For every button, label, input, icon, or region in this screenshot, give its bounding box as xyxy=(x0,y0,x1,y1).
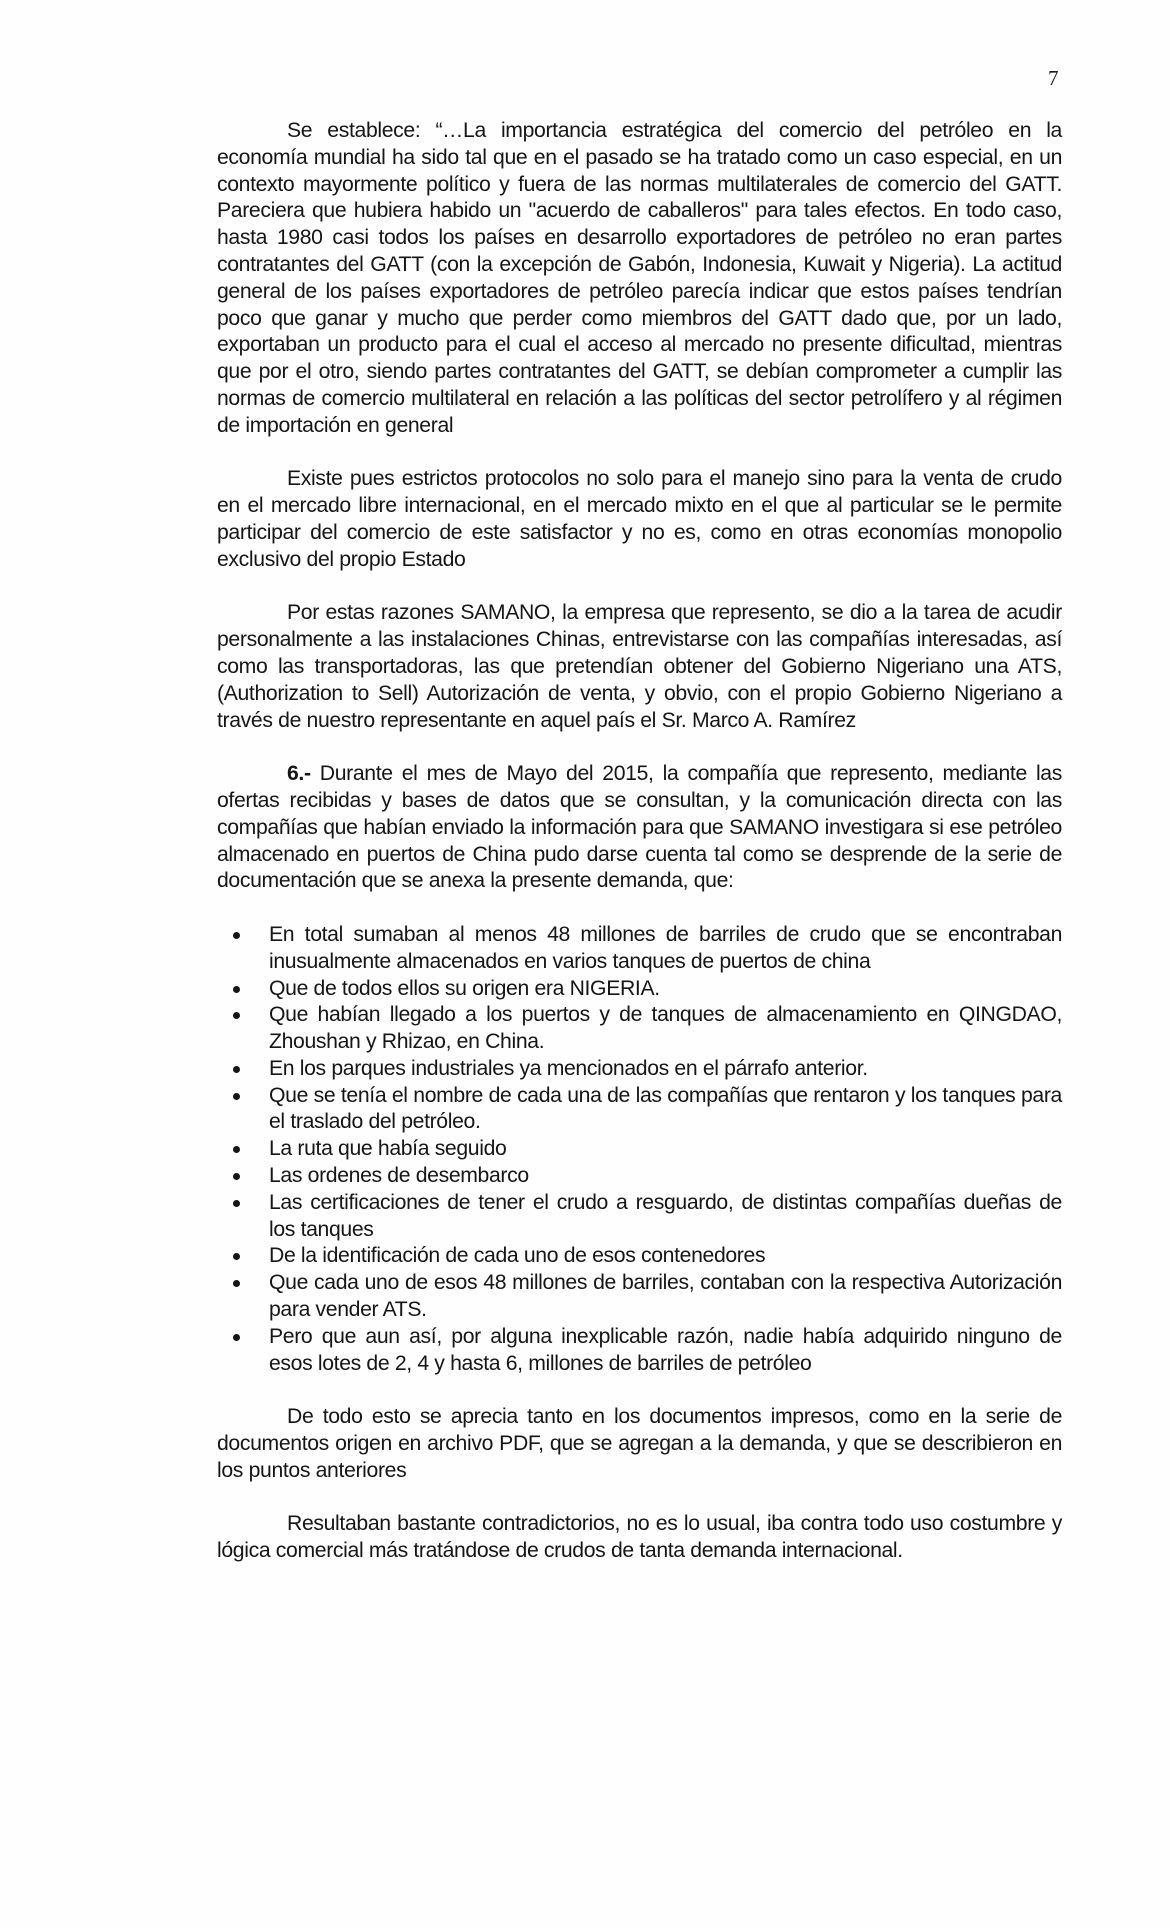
bullet-icon xyxy=(233,1173,240,1180)
list-item-text: Las ordenes de desembarco xyxy=(269,1164,529,1188)
list-item-text: Las certificaciones de tener el crudo a resguardo, de distintas compañías dueñas de los tanques xyxy=(269,1190,1062,1241)
list-item-text: Pero que aun así, por alguna inexplicable razón, nadie había adquirido ninguno de esos lotes de 2, 4 y hasta 6, millones de barriles de petróleo xyxy=(269,1324,1062,1375)
paragraph-documents: De todo esto se aprecia tanto en los documentos impresos, como en la serie de documentos origen en archivo PDF, que se agregan a la demanda, y que se describieron en los puntos anteriores xyxy=(217,1405,1062,1482)
list-item xyxy=(269,1243,1062,1270)
paragraph-protocols: Existe pues estrictos protocolos no solo para el manejo sino para la venta de crudo en el mercado libre internacional, en el mercado mixto en el que al particular se le permite participar del comercio de este satisfactor y no es, como en otras economías monopolio exclusivo del propio Estado xyxy=(217,467,1062,571)
paragraph-samano-reasons: Por estas razones SAMANO, la empresa que represento, se dio a la tarea de acudir personalmente a las instalaciones Chinas, entrevistarse con las compañías interesadas, así como las transportadoras, las que pretendían obtener del Gobierno Nigeriano una ATS, (Authorization to Sell) Autorización de venta, y obvio, con el propio Gobierno Nigeriano a través de nuestro representante en aquel país el Sr. Marco A. Ramírez xyxy=(217,601,1062,732)
bullet-icon xyxy=(233,1093,240,1100)
bullet-icon xyxy=(233,1066,240,1073)
paragraph-gatt-quote: Se establece: “…La importancia estratégica del comercio del petróleo en la economía mundial ha sido tal que en el pasado se ha tratado como un caso especial, en un contexto mayormente político y fuera de las normas multilaterales de comercio del GATT. Pareciera que hubiera habido un "acuerdo de caballeros" para tales efectos. En todo caso, hasta 1980 casi todos los países en desarrollo exportadores de petróleo no eran partes contratantes del GATT (con la excepción de Gabón, Indonesia, Kuwait y Nigeria). La actitud general de los países exportadores de petróleo parecía indicar que estos países tendrían poco que ganar y mucho que perder como miembros del GATT dado que, por un lado, exportaban un producto para el cual el acceso al mercado no presente dificultad, mientras que por el otro, siendo partes contratantes del GATT, se debían comprometer a cumplir las normas de comercio multilateral en relación a las políticas del sector petrolífero y al régimen de importación en general xyxy=(217,119,1062,437)
list-item-text: Que habían llegado a los puertos y de tanques de almacenamiento en QINGDAO, Zhoushan y Rhizao, en China. xyxy=(269,1003,1062,1054)
list-item-text: Que cada uno de esos 48 millones de barriles, contaban con la respectiva Autorización para vender ATS. xyxy=(269,1271,1062,1322)
bullet-icon xyxy=(233,932,240,939)
list-item xyxy=(269,1136,1062,1163)
bullet-icon xyxy=(233,986,240,993)
list-item xyxy=(269,1270,1062,1324)
paragraph-contradictions: Resultaban bastante contradictorios, no es lo usual, iba contra todo uso costumbre y lógica comercial más tratándose de crudos de tanta demanda internacional. xyxy=(217,1512,1062,1563)
bullet-icon xyxy=(233,1280,240,1287)
list-item-text: La ruta que había seguido xyxy=(269,1137,507,1161)
point-6-text: Durante el mes de Mayo del 2015, la compañía que represento, mediante las ofertas recibidas y bases de datos que se consultan, y la comunicación directa con las compañías que habían enviado la información para que SAMANO investigara si ese petróleo almacenado en puertos de China pudo darse cuenta tal como se desprende de la serie de documentación que se anexa la presente demanda, que: xyxy=(217,762,1062,893)
list-item xyxy=(269,1163,1062,1190)
bullet-icon xyxy=(233,1012,240,1019)
list-item-text: Que se tenía el nombre de cada una de las compañías que rentaron y los tanques para el traslado del petróleo. xyxy=(269,1083,1062,1134)
list-item xyxy=(269,1056,1062,1083)
list-item xyxy=(269,976,1062,1003)
list-item xyxy=(269,922,1062,976)
list-item-text: Que de todos ellos su origen era NIGERIA. xyxy=(269,976,660,1000)
paragraph-point-6 xyxy=(217,761,1062,895)
document-body xyxy=(217,118,1062,1592)
bullet-icon xyxy=(233,1334,240,1341)
findings-list xyxy=(217,922,1062,1378)
list-item-text: En total sumaban al menos 48 millones de barriles de crudo que se encontraban inusualmente almacenados en varios tanques de puertos de china xyxy=(269,922,1062,973)
bullet-icon xyxy=(233,1200,240,1207)
point-6-label: 6.- xyxy=(287,762,311,786)
list-item xyxy=(269,1002,1062,1056)
list-item xyxy=(269,1190,1062,1244)
list-item-text: De la identificación de cada uno de esos contenedores xyxy=(269,1244,766,1268)
page-number: 7 xyxy=(1048,66,1059,90)
list-item xyxy=(269,1324,1062,1378)
bullet-icon xyxy=(233,1253,240,1260)
list-item xyxy=(269,1083,1062,1137)
bullet-icon xyxy=(233,1146,240,1153)
list-item-text: En los parques industriales ya mencionados en el párrafo anterior. xyxy=(269,1056,868,1080)
